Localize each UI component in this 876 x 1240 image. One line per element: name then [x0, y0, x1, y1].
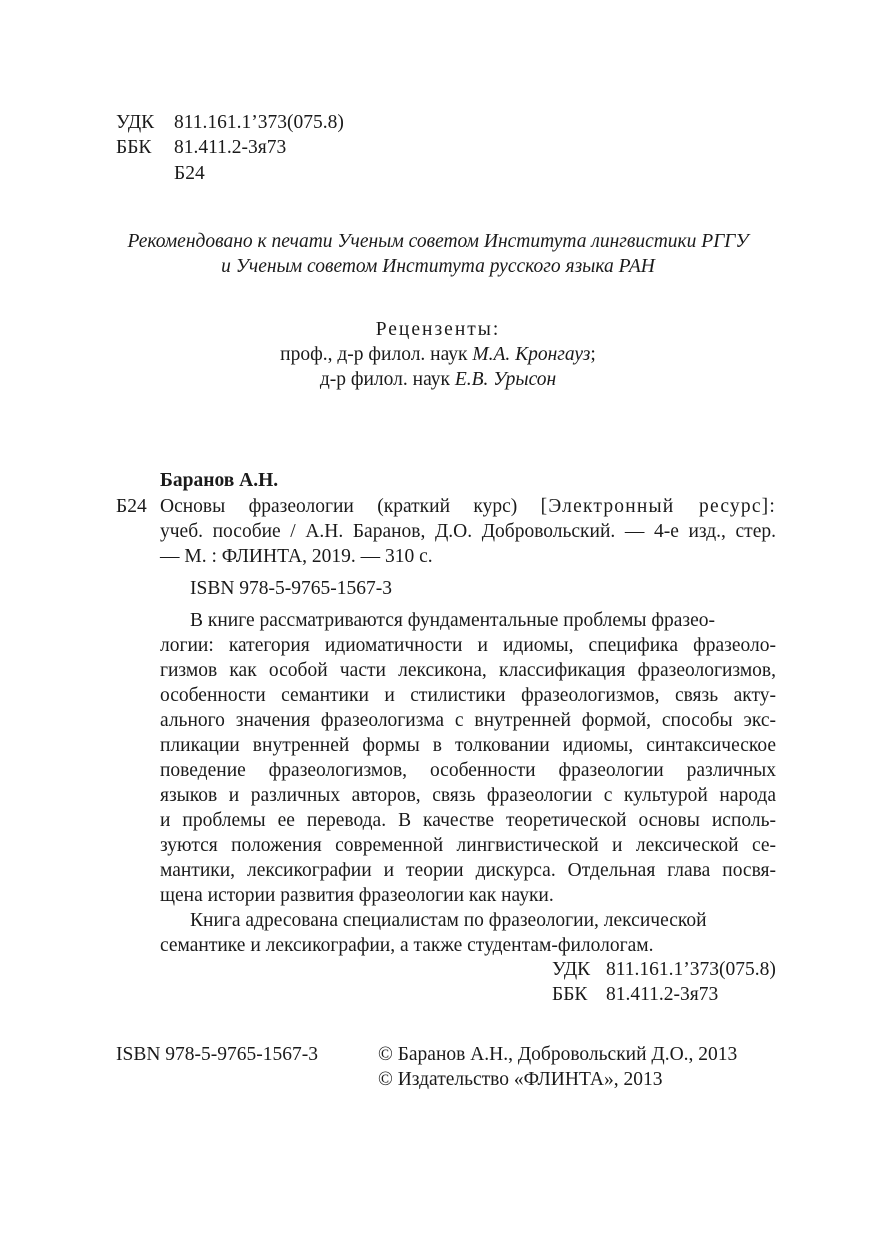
annotation-p2-line-2: семантике и лексикографии, а также студентам-филологам. — [160, 935, 654, 956]
annotation-line: мантики, лексикографии и теории дискурса. Отдельная глава посвя- — [160, 860, 776, 881]
header-bbk — [116, 136, 287, 160]
bib-mark: Б24 — [116, 496, 147, 517]
bib-line-1-title: Основы фразеологии (краткий курс) — [160, 496, 541, 517]
copyright-publisher: © Издательство «ФЛИНТА», 2013 — [378, 1069, 663, 1090]
reviewer-1-name: М.А. Кронгауз — [472, 344, 591, 365]
annotation-line: и проблемы ее перевода. В качестве теоретической основы исполь- — [160, 810, 776, 831]
bbk-value: 81.411.2-3я73 — [606, 984, 719, 1005]
bib-line-2: учеб. пособие / А.Н. Баранов, Д.О. Добровольский. — 4-е изд., стер. — [160, 521, 776, 542]
annotation-line: зуются положения современной лингвистической и лексической се- — [160, 835, 776, 856]
annotation-bbk — [552, 983, 719, 1007]
annotation-p2-line-1: Книга адресована специалистам по фразеологии, лексической — [190, 910, 707, 931]
header-author-mark: Б24 — [174, 163, 205, 184]
reviewer-1 — [0, 343, 876, 367]
copyright-authors: © Баранов А.Н., Добровольский Д.О., 2013 — [378, 1044, 738, 1065]
annotation-line: поведение фразеологизмов, особенности фразеологии различных — [160, 760, 776, 781]
reviewer-1-suffix: ; — [590, 344, 596, 365]
bbk-label: ББК — [116, 137, 152, 158]
annotation-line: щена истории развития фразеологии как науки. — [160, 885, 554, 906]
bib-author: Баранов А.Н. — [160, 470, 279, 491]
reviewer-1-prefix: проф., д-р филол. наук — [280, 344, 473, 365]
reviewers-heading: Рецензенты: — [375, 319, 501, 340]
annotation-line: В книге рассматриваются фундаментальные проблемы фразео- — [190, 610, 716, 631]
reviewer-2 — [0, 368, 876, 392]
bib-line-1 — [160, 495, 776, 519]
reviewer-2-name: Е.В. Урысон — [454, 369, 557, 390]
annotation-line: пликации внутренней формы в толковании идиомы, синтаксическое — [160, 735, 776, 756]
annotation-line: особенности семантики и стилистики фразеологизмов, связь акту- — [160, 685, 776, 706]
bib-line-3: — М. : ФЛИНТА, 2019. — 310 с. — [160, 546, 433, 567]
annotation-line: языков и различных авторов, связь фразеологии с культурой народа — [160, 785, 776, 806]
header-udk — [116, 111, 344, 135]
recommendation-line-1: Рекомендовано к печати Ученым советом Института лингвистики РГГУ — [127, 231, 749, 252]
bbk-value: 81.411.2-3я73 — [174, 137, 287, 158]
udk-value: 811.161.1’373(075.8) — [606, 959, 776, 980]
recommendation-line-2: и Ученым советом Института русского языка РАН — [221, 256, 655, 277]
bib-isbn: ISBN 978-5-9765-1567-3 — [190, 578, 393, 599]
annotation-udk — [552, 958, 776, 982]
footer-isbn: ISBN 978-5-9765-1567-3 — [116, 1044, 319, 1065]
reviewer-2-prefix: д-р филол. наук — [319, 369, 455, 390]
udk-label: УДК — [552, 959, 591, 980]
bbk-label: ББК — [552, 984, 588, 1005]
udk-value: 811.161.1’373(075.8) — [174, 112, 344, 133]
bib-line-1-resource: [Электронный ресурс]: — [540, 496, 776, 517]
annotation-line: ального значения фразеологизма с внутренней формой, способы экс- — [160, 710, 776, 731]
udk-label: УДК — [116, 112, 155, 133]
annotation-line: логии: категория идиоматичности и идиомы, специфика фразеоло- — [160, 635, 776, 656]
annotation-line: гизмов как особой части лексикона, классификация фразеологизмов, — [160, 660, 776, 681]
